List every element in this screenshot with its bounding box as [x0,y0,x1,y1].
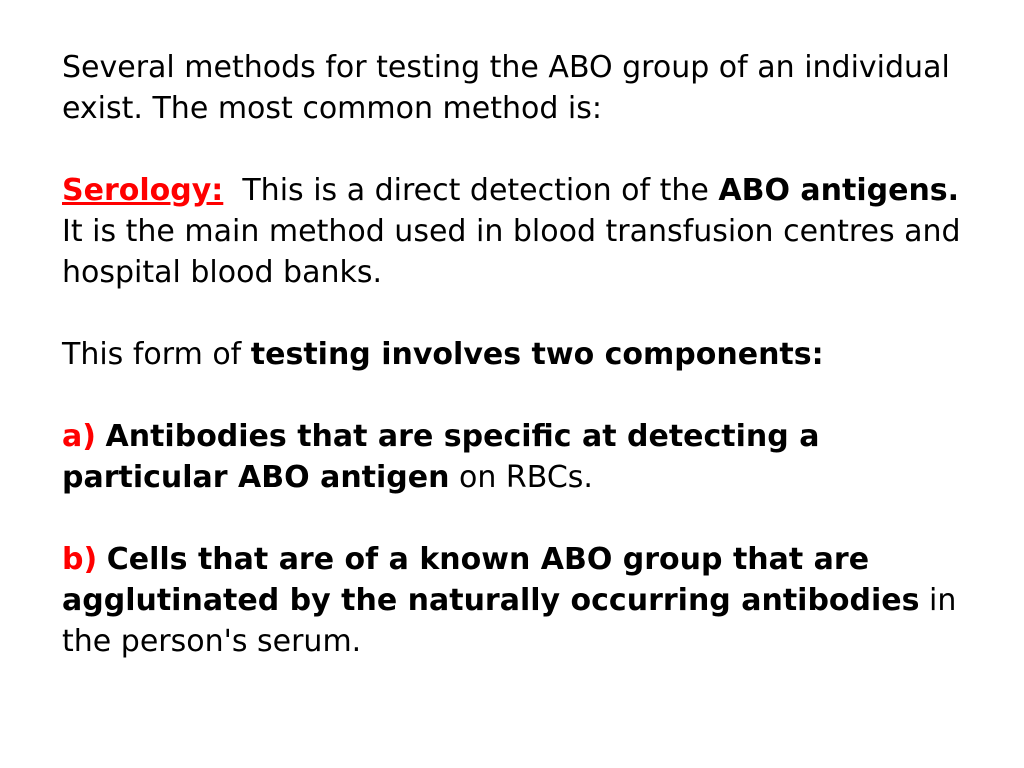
item-b-text: in the person's serum. [62,583,957,659]
spacer [62,498,962,539]
spacer [62,129,962,170]
spacer [62,293,962,334]
components-text: This form of [62,337,251,372]
item-a-bold: Antibodies that are specific at detecting a particular ABO antigen [62,419,820,495]
slide-body [62,47,962,662]
serology-paragraph [62,170,962,293]
components-paragraph [62,334,962,375]
serology-text-1: This is a direct detection of the [242,173,719,208]
item-b-paragraph [62,539,962,662]
serology-text-2: It is the main method used in blood transfusion centres and hospital blood banks. [62,214,961,290]
intro-text: Several methods for testing the ABO group of an individual exist. The most common method is: [62,50,950,126]
item-b-bold: Cells that are of a known ABO group that are agglutinated by the naturally occurring antibodies [62,542,920,618]
item-a-text: on RBCs. [449,460,593,495]
intro-paragraph [62,47,962,129]
item-a-label: a) [62,419,96,454]
item-a-paragraph [62,416,962,498]
item-b-label: b) [62,542,98,577]
components-bold: testing involves two components: [250,337,824,372]
serology-bold: ABO antigens. [718,173,960,208]
spacer [62,375,962,416]
serology-heading: Serology: [62,173,224,208]
